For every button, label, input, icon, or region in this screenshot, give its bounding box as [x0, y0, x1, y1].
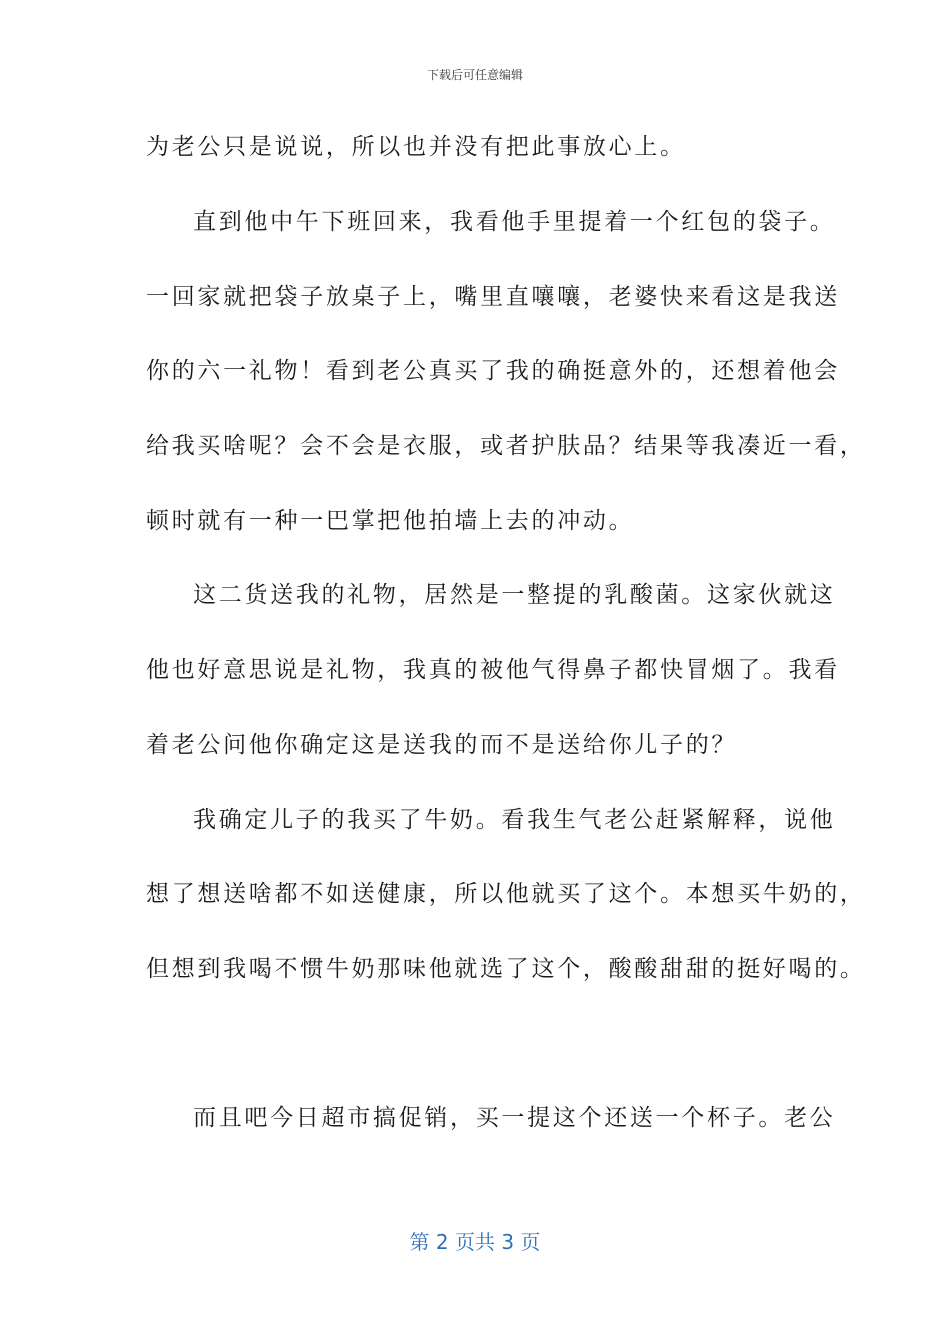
text-line-2: 直到他中午下班回来，我看他手里提着一个红包的袋子。 — [193, 209, 836, 235]
text-line-10: 我确定儿子的我买了牛奶。看我生气老公赶紧解释，说他 — [193, 807, 836, 833]
page-header-note: 下载后可任意编辑 — [426, 68, 523, 82]
text-line-12: 但想到我喝不惯牛奶那味他就选了这个，酸酸甜甜的挺好喝的。 — [146, 956, 866, 982]
text-line-11: 想了想送啥都不如送健康，所以他就买了这个。本想买牛奶的， — [146, 881, 866, 907]
text-line-9: 着老公问他你确定这是送我的而不是送给你儿子的？ — [146, 732, 738, 758]
text-line-8: 他也好意思说是礼物，我真的被他气得鼻子都快冒烟了。我看 — [146, 657, 840, 683]
text-line-4: 你的六一礼物！看到老公真买了我的确挺意外的，还想着他会 — [146, 358, 840, 384]
page-number-footer — [0, 1226, 950, 1255]
text-line-7: 这二货送我的礼物，居然是一整提的乳酸菌。这家伙就这 — [193, 582, 836, 608]
text-line-3: 一回家就把袋子放桌子上，嘴里直嚷嚷，老婆快来看这是我送 — [146, 284, 840, 310]
text-line-6: 顿时就有一种一巴掌把他拍墙上去的冲动。 — [146, 508, 635, 534]
text-line-1: 为老公只是说说，所以也并没有把此事放心上。 — [146, 134, 686, 160]
text-line-5: 给我买啥呢？会不会是衣服，或者护肤品？结果等我凑近一看， — [146, 433, 866, 459]
page-number-label: 第 2 页共 3 页 — [409, 1230, 541, 1254]
text-line-13: 而且吧今日超市搞促销，买一提这个还送一个杯子。老公 — [193, 1105, 836, 1131]
